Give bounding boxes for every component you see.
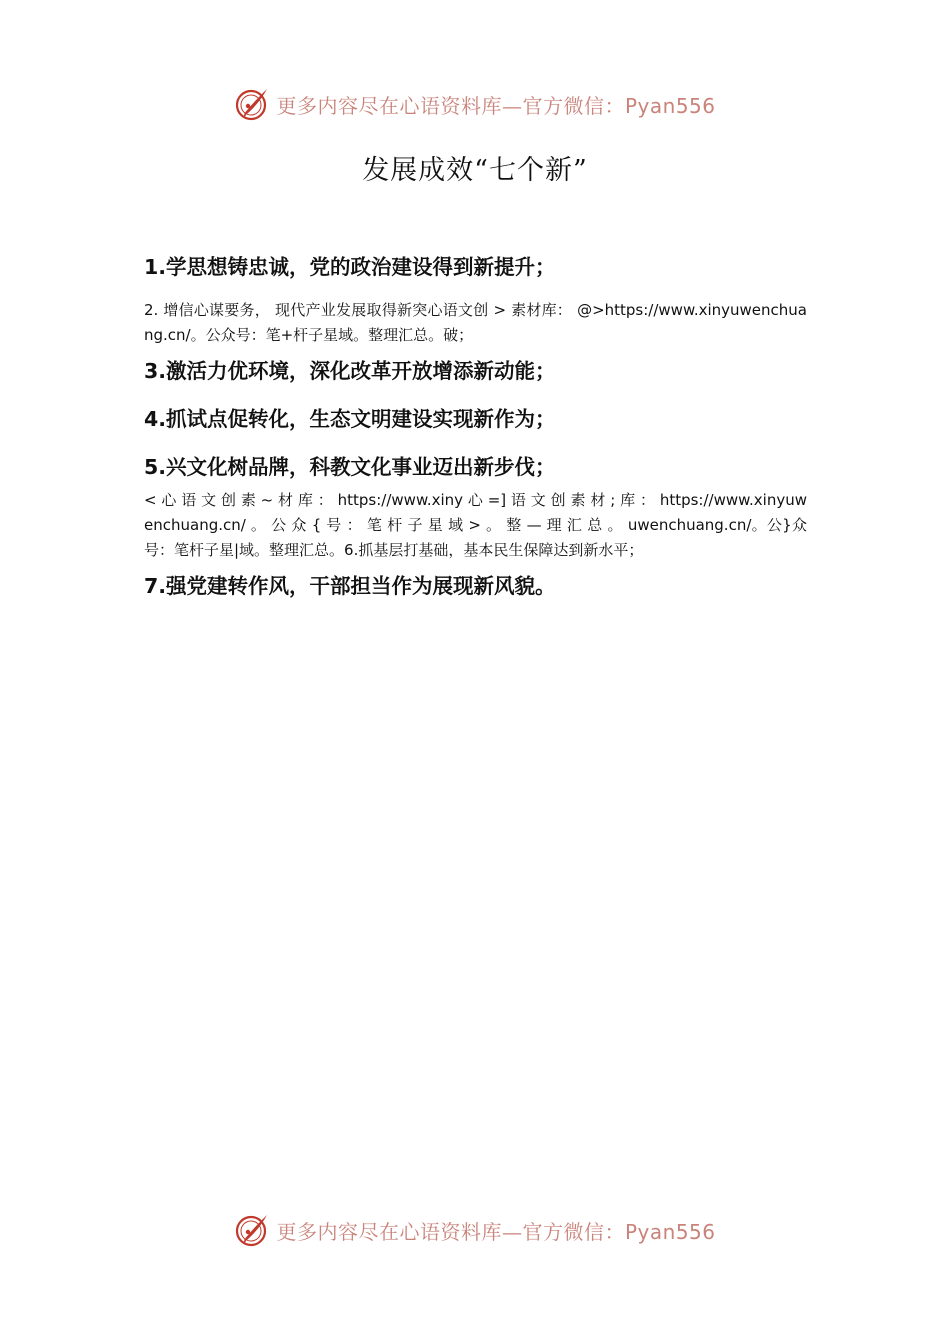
item-paragraph-6: < 心 语 文 创 素 ~ 材 库 ： https://www.xiny 心 =] 语 文 创 素 材 ; 库 ： https://www.xinyuwenchuang.cn/ 。 公 众 { 号 ： 笔 杆 子 星 域 > 。 整 — 理 汇 总 。 uwenchuang.cn/。公}众号：笔杆子星|域。整理汇总。6.抓基层打基础，基本民生保障达到新水平；	[144, 491, 807, 559]
item-heading-7: 7.强党建转作风，干部担当作为展现新风貌。	[144, 574, 556, 598]
document-body	[144, 252, 807, 619]
quill-logo-icon	[234, 86, 270, 122]
footer-banner	[0, 1208, 950, 1252]
item-paragraph-2: 2. 增信心谋要务， 现代产业发展取得新突心语文创 > 素材库： @>https://www.xinyuwenchuang.cn/。公众号：笔+杆子星域。整理汇总。破；	[144, 301, 807, 344]
item-heading-1: 1.学思想铸忠诚，党的政治建设得到新提升；	[144, 255, 556, 279]
quill-logo-icon	[234, 1212, 270, 1248]
item-heading-5: 5.兴文化树品牌，科教文化事业迈出新步伐；	[144, 455, 556, 479]
page-title: 发展成效“七个新”	[362, 155, 588, 186]
header-wechat-id: Pyan556	[624, 93, 716, 118]
footer-wechat-id: Pyan556	[624, 1219, 716, 1244]
footer-banner-text: 更多内容尽在心语资料库—官方微信：Pyan556	[276, 1219, 716, 1244]
item-heading-4: 4.抓试点促转化，生态文明建设实现新作为；	[144, 407, 556, 431]
header-banner-text: 更多内容尽在心语资料库—官方微信：Pyan556	[276, 93, 716, 118]
item-heading-3: 3.激活力优环境，深化改革开放增添新动能；	[144, 359, 556, 383]
header-banner	[0, 82, 950, 126]
